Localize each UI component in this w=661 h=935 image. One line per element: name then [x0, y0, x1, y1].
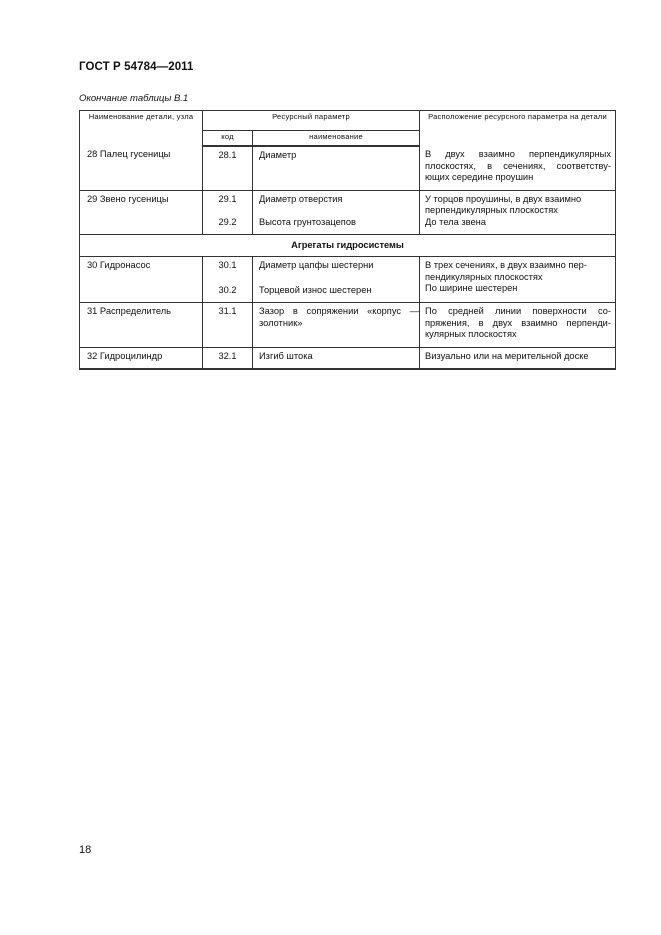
table-row: 28 Палец гусеницы 28.1 Диаметр В двух взаимно перпендикулярных плоскостях, в сечениях, соответству- ющих середине проушин	[80, 146, 616, 190]
table-caption: Окончание таблицы В.1	[79, 93, 189, 104]
header-name: наименование	[253, 131, 420, 147]
document-id: ГОСТ Р 54784—2011	[79, 61, 194, 73]
header-part-name: Наименование детали, узла	[80, 111, 203, 147]
table-row: 32 Гидроцилиндр 32.1 Изгиб штока Визуально или на мерительной доске	[80, 347, 616, 369]
resource-parameter-table	[79, 110, 616, 370]
table-row: 31 Распределитель 31.1 Зазор в сопряжении «корпус — золотник» По средней линии поверхности со- пряжения, в двух взаимно перпенди- кулярных плоскостях	[80, 303, 616, 348]
header-resource-param: Ресурсный параметр	[203, 111, 420, 131]
table-row: 30 Гидронасос 30.1 30.2 Диаметр цапфы шестерни Торцевой износ шестерен В трех сечениях, в двух взаимно пер- пендикулярных плоскостях По ширине шестерен	[80, 257, 616, 303]
header-location: Расположение ресурсного параметра на детали	[420, 111, 616, 147]
page-number: 18	[79, 844, 92, 856]
table-row: 29 Звено гусеницы 29.1 29.2 Диаметр отверстия Высота грунтозацепов У торцов проушины, в двух взаимно перпендикулярных плоскостях До тела звена	[80, 190, 616, 235]
header-code: код	[203, 131, 253, 147]
section-header-row: Агрегаты гидросистемы	[80, 235, 616, 257]
